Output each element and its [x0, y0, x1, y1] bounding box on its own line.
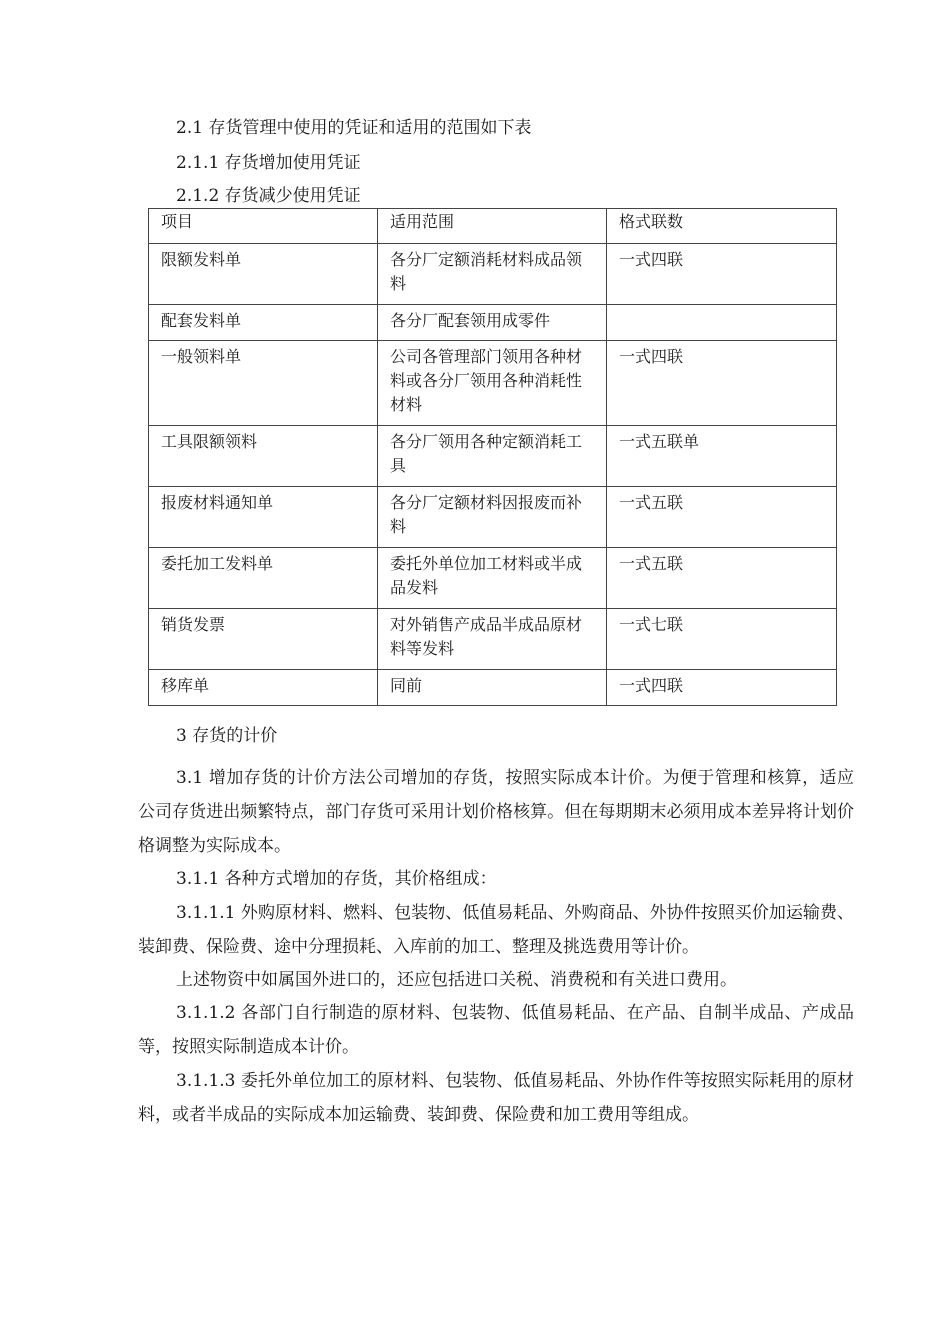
cell-item: 移库单 [149, 670, 378, 706]
cell-scope: 各分厂领用各种定额消耗工具 [378, 426, 607, 487]
cell-item: 报废材料通知单 [149, 487, 378, 548]
table-row [149, 670, 837, 706]
table-row [149, 244, 837, 305]
cell-item: 一般领料单 [149, 341, 378, 426]
table-row [149, 609, 837, 670]
table-row [149, 548, 837, 609]
paragraph-3-1-1-1: 3.1.1.1 外购原材料、燃料、包装物、低值易耗品、外购商品、外协件按照买价加运输费、装卸费、保险费、途中分理损耗、入库前的加工、整理及挑选费用等计价。 [138, 903, 854, 957]
paragraph-import-note: 上述物资中如属国外进口的，还应包括进口关税、消费税和有关进口费用。 [176, 970, 737, 990]
paragraph-3-1-1-2: 3.1.1.2 各部门自行制造的原材料、包装物、低值易耗品、在产品、自制半成品、产成品等，按照实际制造成本计价。 [138, 1003, 854, 1057]
cell-copies [607, 305, 837, 341]
cell-copies: 一式五联 [607, 548, 837, 609]
cell-item: 委托加工发料单 [149, 548, 378, 609]
cell-copies: 一式四联 [607, 670, 837, 706]
paragraph-3-1-1-3: 3.1.1.3 委托外单位加工的原材料、包装物、低值易耗品、外协作件等按照实际耗用的原材料，或者半成品的实际成本加运输费、装卸费、保险费和加工费用等组成。 [138, 1071, 854, 1125]
table-row [149, 341, 837, 426]
header-copies: 格式联数 [607, 209, 837, 244]
heading-2-1-2: 2.1.2 存货减少使用凭证 [176, 186, 361, 206]
voucher-table [148, 208, 837, 706]
section-3-title: 3 存货的计价 [176, 726, 278, 746]
table-row [149, 487, 837, 548]
cell-scope: 各分厂定额材料因报废而补料 [378, 487, 607, 548]
cell-copies: 一式五联单 [607, 426, 837, 487]
cell-scope: 各分厂定额消耗材料成品领料 [378, 244, 607, 305]
table-header-row [149, 209, 837, 244]
heading-2-1: 2.1 存货管理中使用的凭证和适用的范围如下表 [176, 118, 532, 138]
table-row [149, 426, 837, 487]
cell-copies: 一式四联 [607, 341, 837, 426]
paragraph-3-1-1: 3.1.1 各种方式增加的存货，其价格组成： [176, 869, 497, 889]
cell-scope: 同前 [378, 670, 607, 706]
cell-item: 限额发料单 [149, 244, 378, 305]
cell-item: 工具限额领料 [149, 426, 378, 487]
header-item: 项目 [149, 209, 378, 244]
cell-scope: 各分厂配套领用成零件 [378, 305, 607, 341]
header-scope: 适用范围 [378, 209, 607, 244]
cell-copies: 一式七联 [607, 609, 837, 670]
cell-copies: 一式四联 [607, 244, 837, 305]
cell-scope: 公司各管理部门领用各种材料或各分厂领用各种消耗性材料 [378, 341, 607, 426]
cell-item: 配套发料单 [149, 305, 378, 341]
paragraph-3-1: 3.1 增加存货的计价方法公司增加的存货，按照实际成本计价。为便于管理和核算，适应公司存货进出频繁特点，部门存货可采用计划价格核算。但在每期期末必须用成本差异将计划价格调整为实际成本。 [138, 768, 854, 856]
cell-scope: 对外销售产成品半成品原材料等发料 [378, 609, 607, 670]
table-row [149, 305, 837, 341]
cell-item: 销货发票 [149, 609, 378, 670]
heading-2-1-1: 2.1.1 存货增加使用凭证 [176, 153, 361, 173]
cell-copies: 一式五联 [607, 487, 837, 548]
cell-scope: 委托外单位加工材料或半成品发料 [378, 548, 607, 609]
